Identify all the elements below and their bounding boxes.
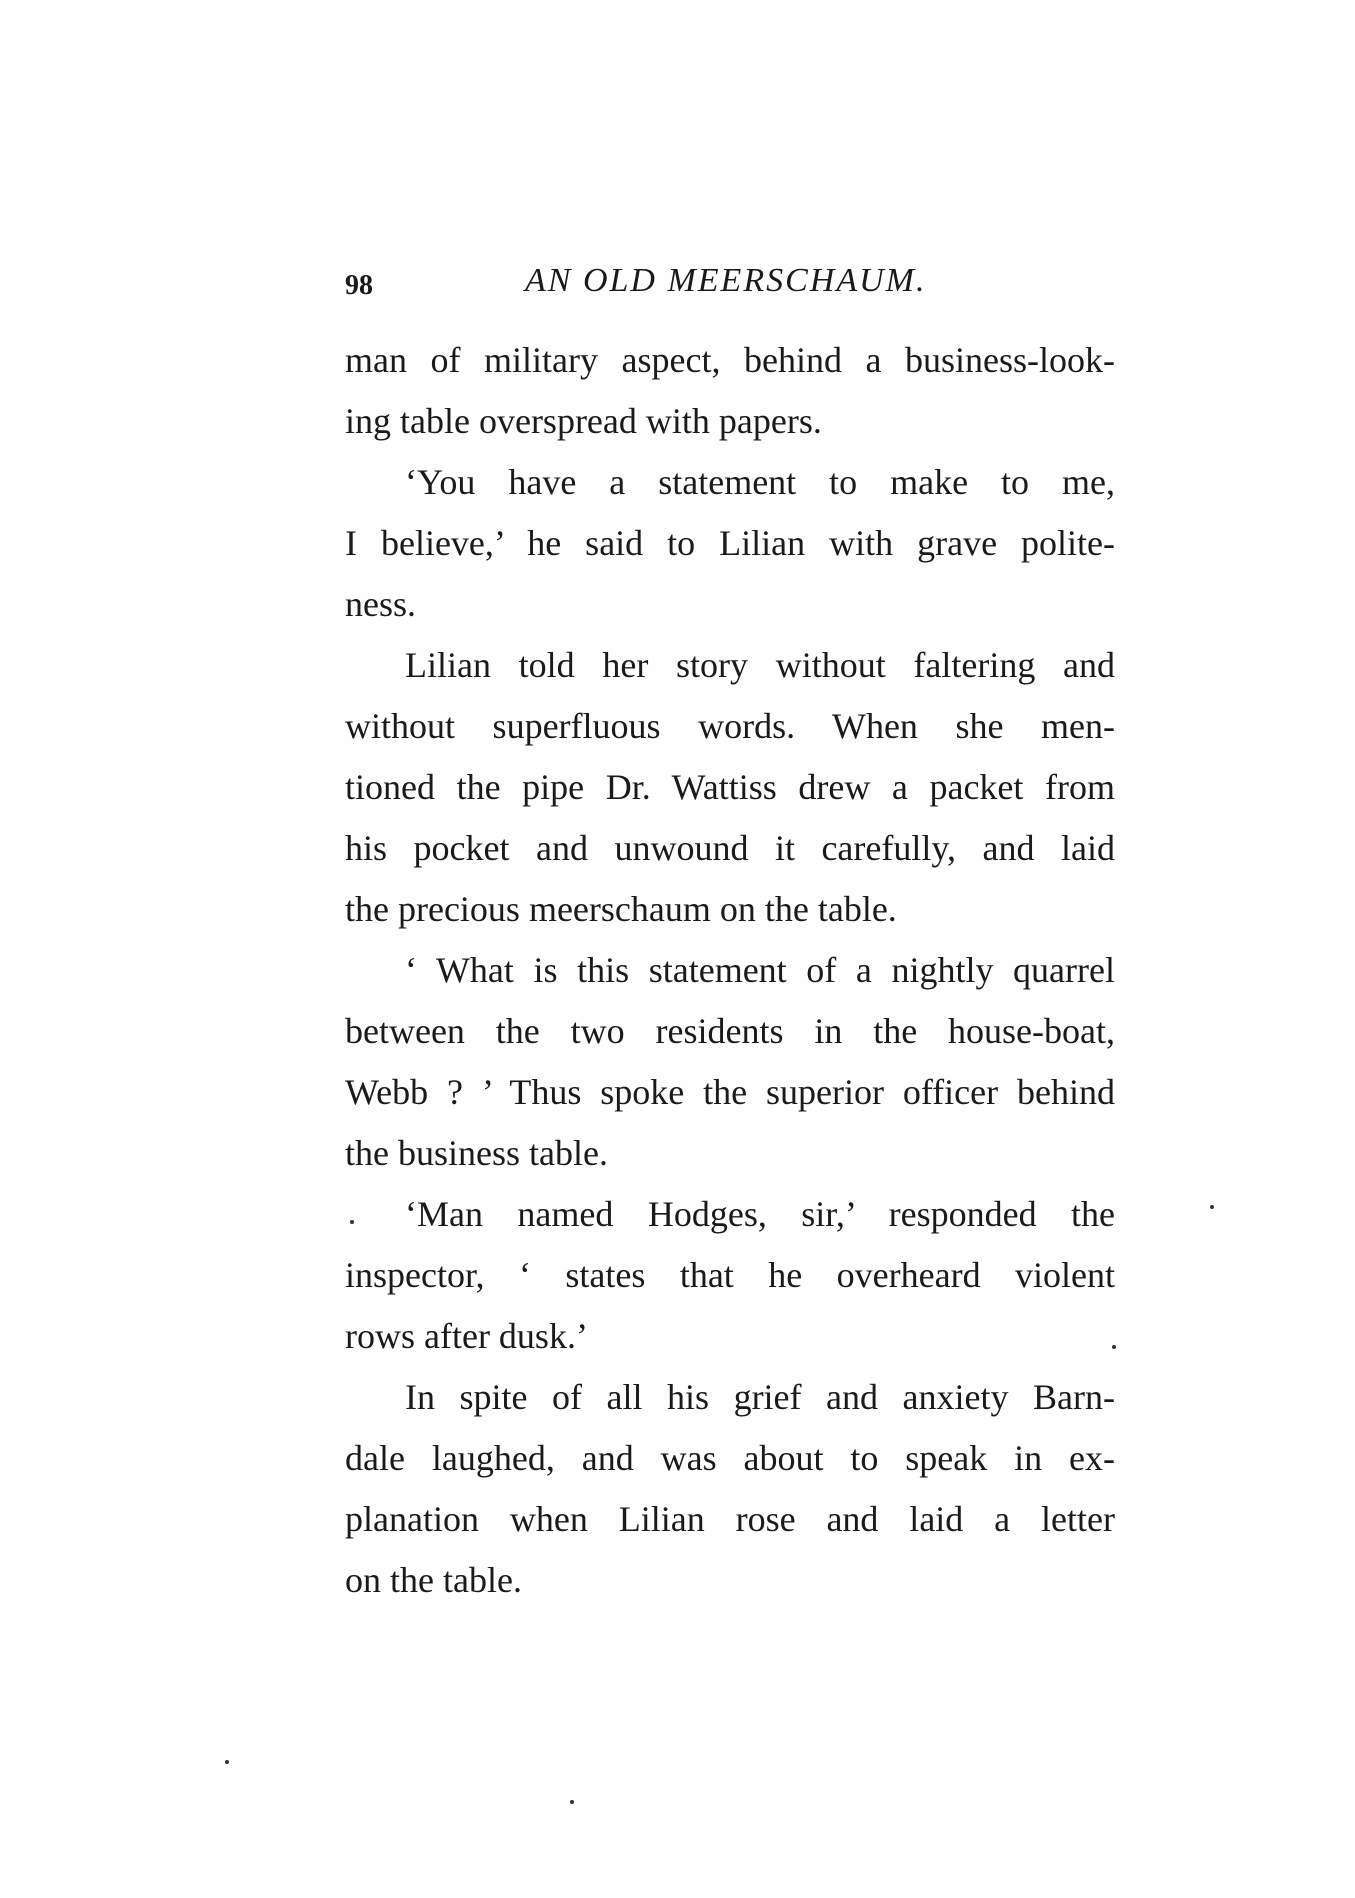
- paragraph: [345, 1367, 1115, 1611]
- page-header: [345, 262, 1115, 312]
- text-line: I believe,’ he said to Lilian with grave polite-: [345, 523, 1115, 563]
- page-number: 98: [345, 270, 373, 301]
- scan-speck: [570, 1800, 574, 1804]
- text-line: inspector, ‘ states that he overheard violent: [345, 1255, 1115, 1295]
- body-text: [345, 330, 1115, 1611]
- text-line: man of military aspect, behind a business-look-: [345, 340, 1115, 380]
- scan-speck: [1112, 1345, 1116, 1349]
- text-line: Webb ? ’ Thus spoke the superior officer behind: [345, 1072, 1115, 1112]
- text-line: rows after dusk.’: [345, 1316, 588, 1356]
- text-line: on the table.: [345, 1560, 522, 1600]
- text-line: ‘You have a statement to make to me,: [405, 462, 1115, 502]
- paragraph: [345, 452, 1115, 635]
- text-line: the business table.: [345, 1133, 608, 1173]
- text-line: between the two residents in the house-boat,: [345, 1011, 1115, 1051]
- paragraph: [345, 940, 1115, 1184]
- text-line: ‘ What is this statement of a nightly quarrel: [405, 950, 1115, 990]
- text-line: planation when Lilian rose and laid a letter: [345, 1499, 1115, 1539]
- paragraph: [345, 330, 1115, 452]
- text-line: the precious meerschaum on the table.: [345, 889, 897, 929]
- scan-speck: [350, 1220, 354, 1224]
- text-line: ness.: [345, 584, 416, 624]
- text-line: ing table overspread with papers.: [345, 401, 822, 441]
- text-line: tioned the pipe Dr. Wattiss drew a packet from: [345, 767, 1115, 807]
- scan-speck: [1210, 1205, 1214, 1209]
- text-line: ‘Man named Hodges, sir,’ responded the: [405, 1194, 1115, 1234]
- text-line: without superfluous words. When she men-: [345, 706, 1115, 746]
- text-line: dale laughed, and was about to speak in ex-: [345, 1438, 1115, 1478]
- scan-speck: [225, 1760, 229, 1764]
- text-line: In spite of all his grief and anxiety Barn-: [405, 1377, 1115, 1417]
- paragraph: [345, 635, 1115, 940]
- text-line: his pocket and unwound it carefully, and laid: [345, 828, 1115, 868]
- paragraph: [345, 1184, 1115, 1367]
- text-line: Lilian told her story without faltering and: [405, 645, 1115, 685]
- running-title: AN OLD MEERSCHAUM.: [525, 262, 927, 299]
